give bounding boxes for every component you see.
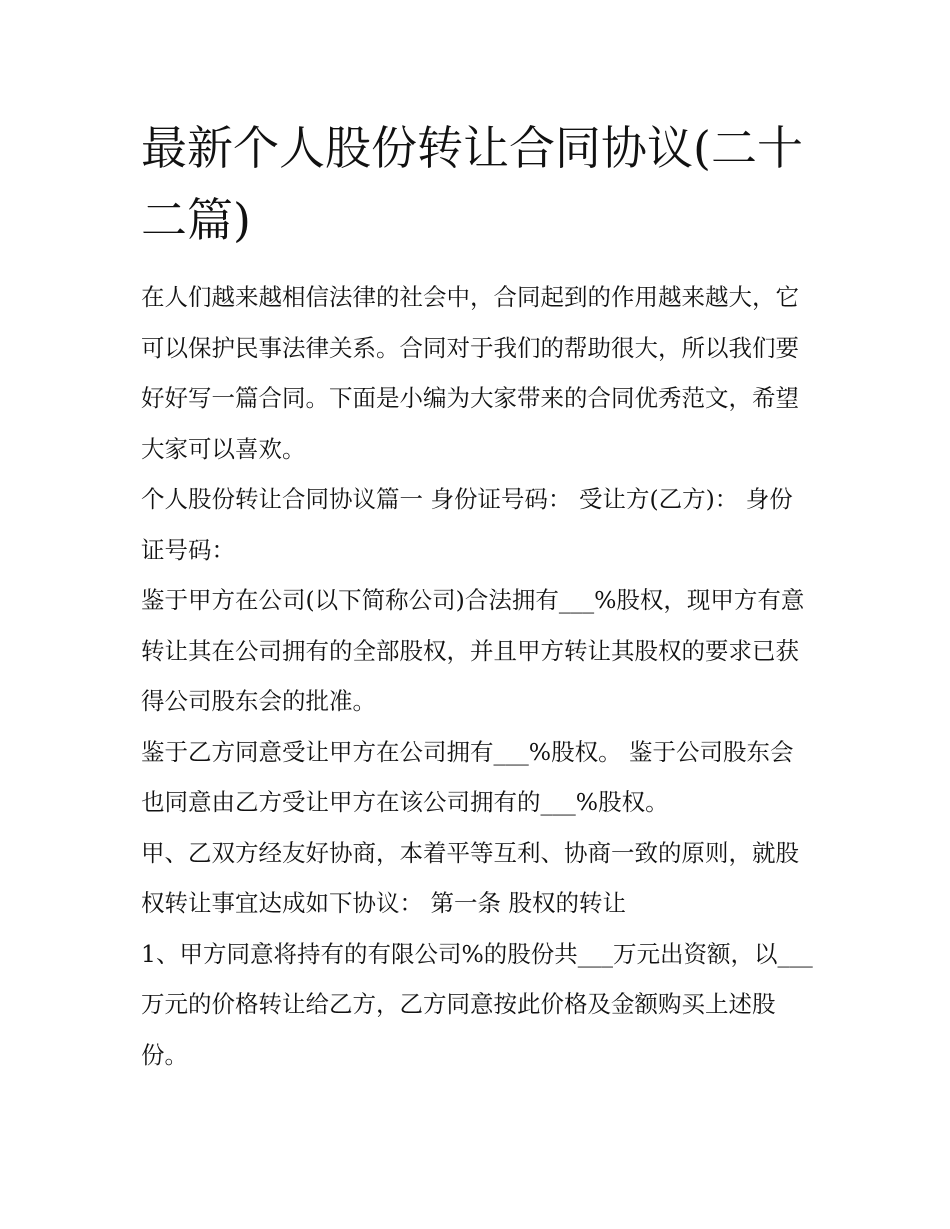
paragraph-parties: 个人股份转让合同协议篇一 身份证号码： 受让方(乙方)： 身份证号码： <box>141 485 793 564</box>
paragraph-party-b-consent: 鉴于乙方同意受让甲方在公司拥有___%股权。 鉴于公司股东会也同意由乙方受让甲方在该公司拥有的___%股权。 <box>141 737 794 816</box>
paragraph-party-a-equity: 鉴于甲方在公司(以下简称公司)合法拥有___%股权，现甲方有意转让其在公司拥有的全部股权，并且甲方转让其股权的要求已获得公司股东会的批准。 <box>141 586 805 715</box>
paragraph-clause-1: 1、甲方同意将持有的有限公司%的股份共___万元出资额，以___万元的价格转让给乙方，乙方同意按此价格及金额购买上述股份。 <box>141 939 813 1069</box>
document-title: 最新个人股份转让合同协议(二十二篇) <box>141 121 803 247</box>
paragraph-agreement-intro: 甲、乙双方经友好协商，本着平等互利、协商一致的原则，就股权转让事宜达成如下协议： 第一条 股权的转让 <box>141 838 799 917</box>
paragraph-intro: 在人们越来越相信法律的社会中，合同起到的作用越来越大，它可以保护民事法律关系。合同对于我们的帮助很大，所以我们要好好写一篇合同。下面是小编为大家带来的合同优秀范文，希望大家可以喜欢。 <box>141 283 799 463</box>
document-body <box>141 112 813 1080</box>
